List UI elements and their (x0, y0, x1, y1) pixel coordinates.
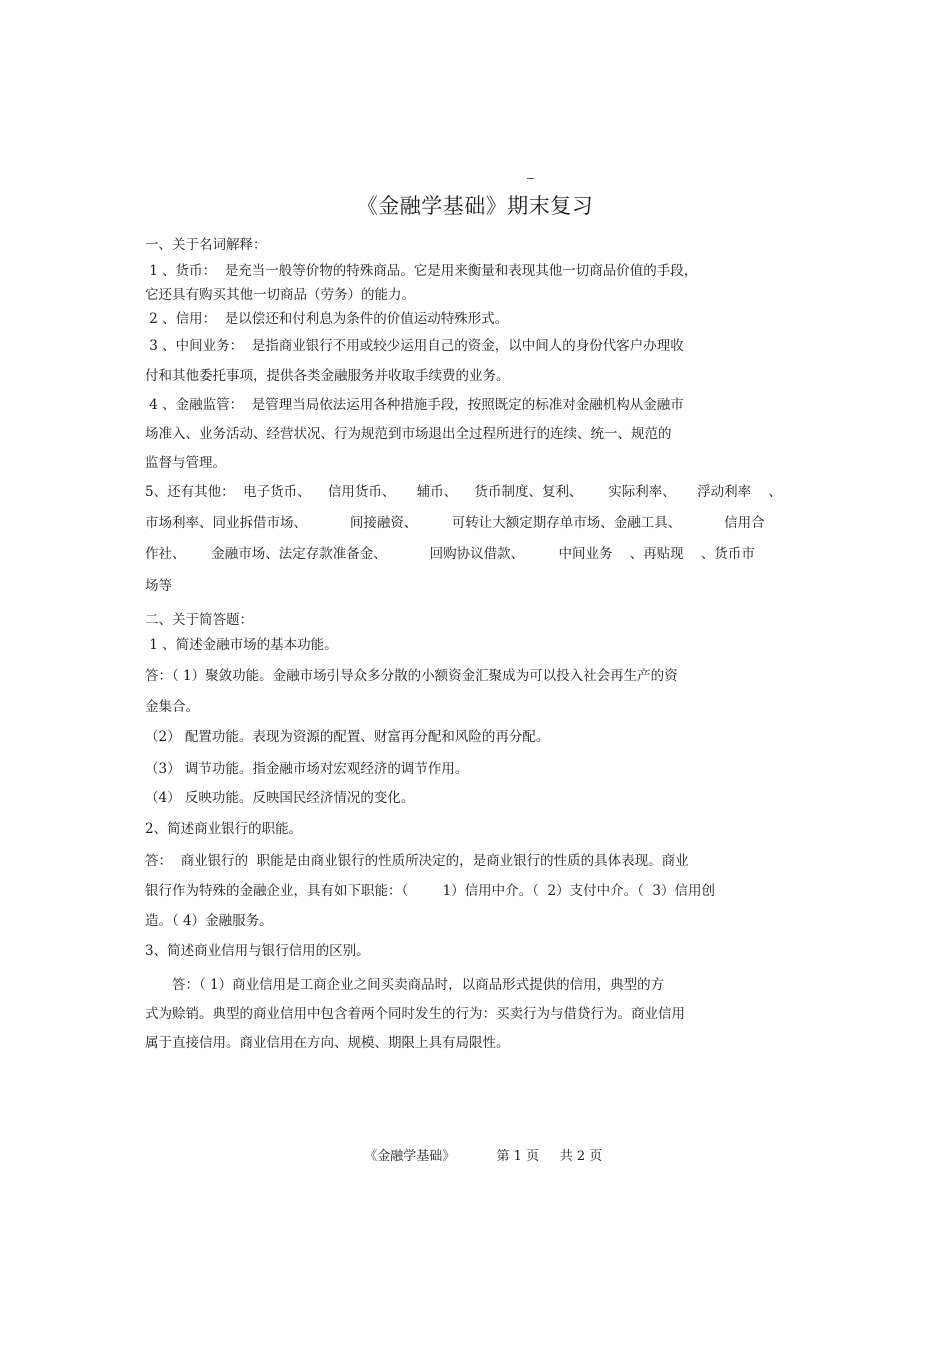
answer-3-line-3: 属于直接信用。商业信用在方向、规模、期限上具有局限性。 (145, 1035, 510, 1051)
header-mark (527, 178, 534, 179)
footer-total-pages: 共 2 页 (559, 1149, 603, 1164)
answer-2-line-2: 银行作为特殊的金融企业，具有如下职能：（ 1）信用中介。（ 2）支付中介。（ 3）信用创 (145, 883, 716, 899)
section-heading-terms: 一、关于名词解释： (145, 237, 267, 253)
other-terms-line-2: 市场利率、同业拆借市场、 间接融资、 可转让大额定期存单市场、金融工具、 信用合 (145, 515, 765, 531)
answer-1-line-2: 金集合。 (145, 699, 199, 715)
page-footer (0, 1130, 950, 1179)
section-heading-short-answer: 二、关于简答题： (145, 612, 253, 628)
term-supervision-line-1: 4 、金融监管： 是管理当局依法运用各种措施手段，按照既定的标准对金融机构从金融市 (145, 397, 684, 413)
answer-1-line-5: （4） 反映功能。反映国民经济情况的变化。 (145, 790, 415, 806)
answer-1-line-1: 答：（ 1）聚敛功能。金融市场引导众多分散的小额资金汇聚成为可以投入社会再生产的资 (145, 668, 678, 684)
other-terms-line-3: 作社、 金融市场、法定存款准备金、 回购协议借款、 中间业务 、再贴现 、货币市 (145, 546, 755, 562)
question-3: 3、简述商业信用与银行信用的区别。 (145, 943, 370, 959)
term-currency-line-1: 1 、货币： 是充当一般等价物的特殊商品。它是用来衡量和表现其他一切商品价值的手段， (145, 263, 698, 279)
question-2: 2、简述商业银行的职能。 (145, 821, 303, 837)
answer-3-line-1: 答：（ 1）商业信用是工商企业之间买卖商品时，以商品形式提供的信用，典型的方 (172, 977, 665, 993)
term-supervision-line-2: 场准入、业务活动、经营状况、行为规范到市场退出全过程所进行的连续、统一、规范的 (145, 426, 672, 442)
term-intermediary-line-1: 3 、中间业务： 是指商业银行不用或较少运用自己的资金，以中间人的身份代客户办理收 (145, 338, 684, 354)
term-credit-line: 2 、信用： 是以偿还和付利息为条件的价值运动特殊形式。 (145, 311, 509, 327)
question-1: 1 、简述金融市场的基本功能。 (145, 637, 338, 653)
footer-book-title: 《金融学基础》 (364, 1149, 456, 1164)
page-title: 《金融学基础》期末复习 (356, 194, 594, 218)
answer-1-line-4: （3） 调节功能。指金融市场对宏观经济的调节作用。 (145, 761, 469, 777)
answer-2-line-1: 答： 商业银行的 职能是由商业银行的性质所决定的，是商业银行的性质的具体表现。商业 (145, 853, 689, 869)
answer-3-line-2: 式为赊销。典型的商业信用中包含着两个同时发生的行为：买卖行为与借贷行为。商业信用 (145, 1006, 685, 1022)
other-terms-line-4: 场等 (145, 578, 172, 594)
term-supervision-line-3: 监督与管理。 (145, 455, 226, 471)
other-terms-line-1: 5、还有其他： 电子货币、 信用货币、 辅币、 货币制度、复利、 实际利率、 浮动利率 、 (145, 484, 782, 500)
term-intermediary-line-2: 付和其他委托事项，提供各类金融服务并收取手续费的业务。 (145, 368, 510, 384)
answer-1-line-3: （2） 配置功能。表现为资源的配置、财富再分配和风险的再分配。 (145, 729, 550, 745)
answer-2-line-3: 造。（ 4）金融服务。 (145, 913, 273, 929)
term-currency-line-2: 它还具有购买其他一切商品（劳务）的能力。 (145, 287, 415, 303)
footer-page-number: 第 1 页 (496, 1149, 540, 1164)
